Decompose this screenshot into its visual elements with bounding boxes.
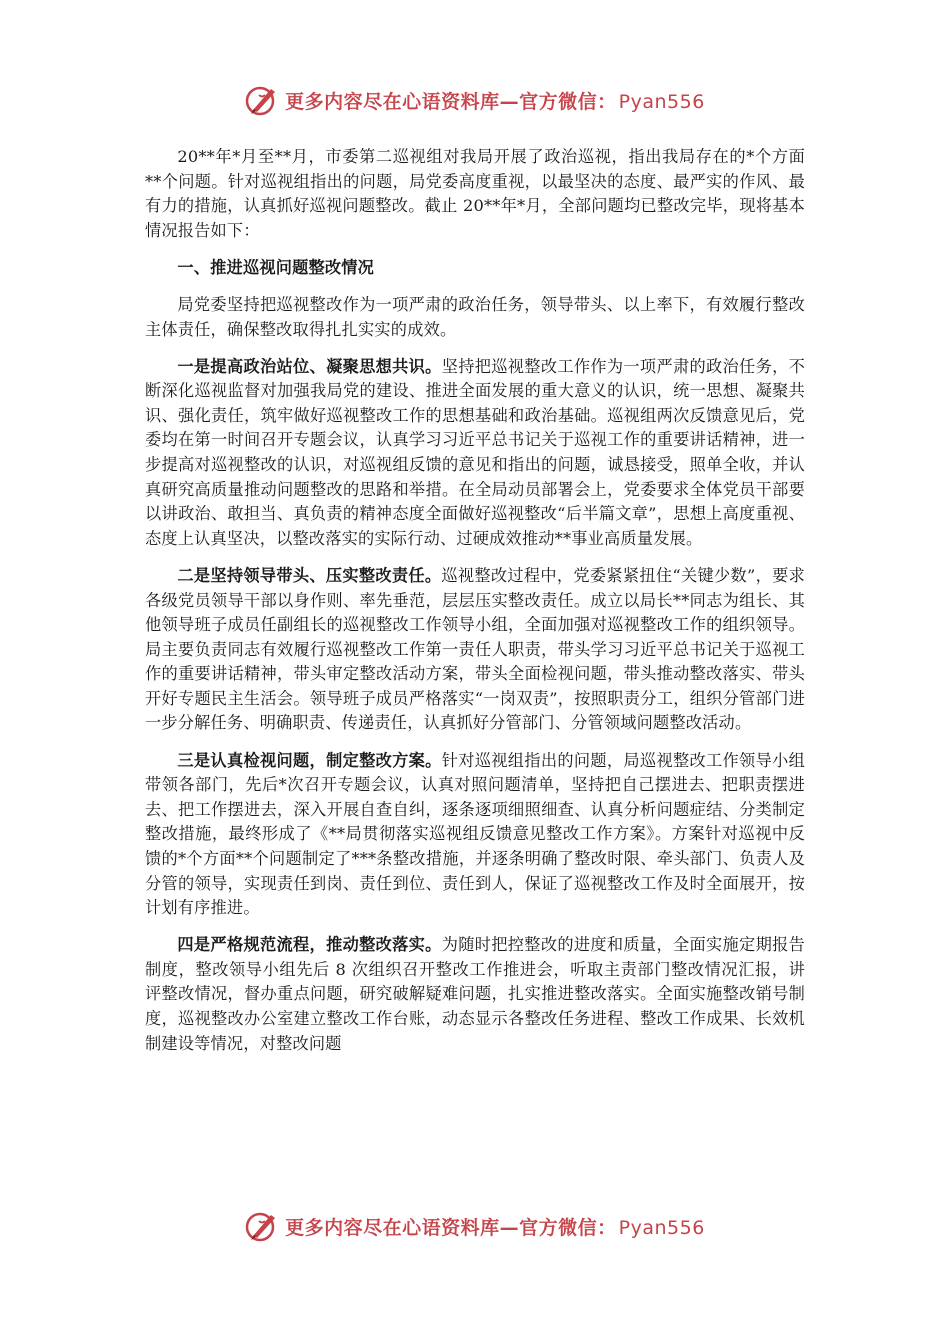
- footer-banner: [0, 1206, 950, 1246]
- footer-banner-text: 更多内容尽在心语资料库—官方微信： Pyan556: [285, 1216, 705, 1239]
- item-paragraph-2: 二是坚持领导带头、压实整改责任。巡视整改过程中，党委紧紧扭住“关键少数”，要求各级党员领导干部以身作则、率先垂范，层层压实整改责任。成立以局长**同志为组长、其他领导班子成员任副组长的巡视整改工作领导小组，全面加强对巡视整改工作的组织领导。局主要负责同志有效履行巡视整改工作第一责任人职责，带头学习习近平总书记关于巡视工作的重要讲话精神，带头审定整改活动方案，带头全面检视问题，带头推动整改落实、带头开好专题民主生活会。领导班子成员严格落实“一岗双责”，按照职责分工，组织分管部门进一步分解任务、明确职责、传递责任，认真抓好分管部门、分管领域问题整改活动。: [145, 565, 805, 733]
- pen-logo-icon: [245, 83, 279, 117]
- section-heading: 一、推进巡视问题整改情况: [177, 257, 375, 277]
- section-intro-paragraph: 局党委坚持把巡视整改作为一项严肃的政治任务，领导带头、以上率下，有效履行整改主体责任，确保整改取得扎扎实实的成效。: [145, 294, 805, 339]
- header-banner: [0, 80, 950, 120]
- pen-logo-icon: [245, 1209, 279, 1243]
- item-paragraph-1: 一是提高政治站位、凝聚思想共识。坚持把巡视整改工作作为一项严肃的政治任务，不断深化巡视监督对加强我局党的建设、推进全面发展的重大意义的认识，统一思想、凝聚共识、强化责任，筑牢做好巡视整改工作的思想基础和政治基础。巡视组两次反馈意见后，党委均在第一时间召开专题会议，认真学习习近平总书记关于巡视工作的重要讲话精神，进一步提高对巡视整改的认识，对巡视组反馈的意见和指出的问题，诚恳接受，照单全收，并认真研究高质量推动问题整改的思路和举措。在全局动员部署会上，党委要求全体党员干部要以讲政治、敢担当、真负责的精神态度全面做好巡视整改“后半篇文章”，思想上高度重视、态度上认真坚决，以整改落实的实际行动、过硬成效推动**事业高质量发展。: [145, 356, 805, 548]
- header-banner-text: 更多内容尽在心语资料库—官方微信： Pyan556: [285, 90, 705, 113]
- item-paragraph-3: 三是认真检视问题，制定整改方案。针对巡视组指出的问题，局巡视整改工作领导小组带领各部门，先后*次召开专题会议，认真对照问题清单，坚持把自己摆进去、把职责摆进去、把工作摆进去，深入开展自查自纠，逐条逐项细照细查、认真分析问题症结、分类制定整改措施，最终形成了《**局贯彻落实巡视组反馈意见整改工作方案》。方案针对巡视中反馈的*个方面**个问题制定了***条整改措施，并逐条明确了整改时限、牵头部门、负责人及分管的领导，实现责任到岗、责任到位、责任到人，保证了巡视整改工作及时全面展开，按计划有序推进。: [145, 750, 805, 918]
- document-body: [145, 145, 805, 1056]
- intro-paragraph: 20**年*月至**月，市委第二巡视组对我局开展了政治巡视，指出我局存在的*个方面**个问题。针对巡视组指出的问题，局党委高度重视，以最坚决的态度、最严实的作风、最有力的措施，认真抓好巡视问题整改。截止 20**年*月，全部问题均已整改完毕，现将基本情况报告如下：: [145, 147, 805, 240]
- item-paragraph-4: 四是严格规范流程，推动整改落实。为随时把控整改的进度和质量，全面实施定期报告制度，整改领导小组先后 8 次组织召开整改工作推进会，听取主责部门整改情况汇报，讲评整改情况，督办重点问题，研究破解疑难问题，扎实推进整改落实。全面实施整改销号制度，巡视整改办公室建立整改工作台账，动态显示各整改任务进程、整改工作成果、长效机制建设等情况，对整改问题: [145, 935, 805, 1053]
